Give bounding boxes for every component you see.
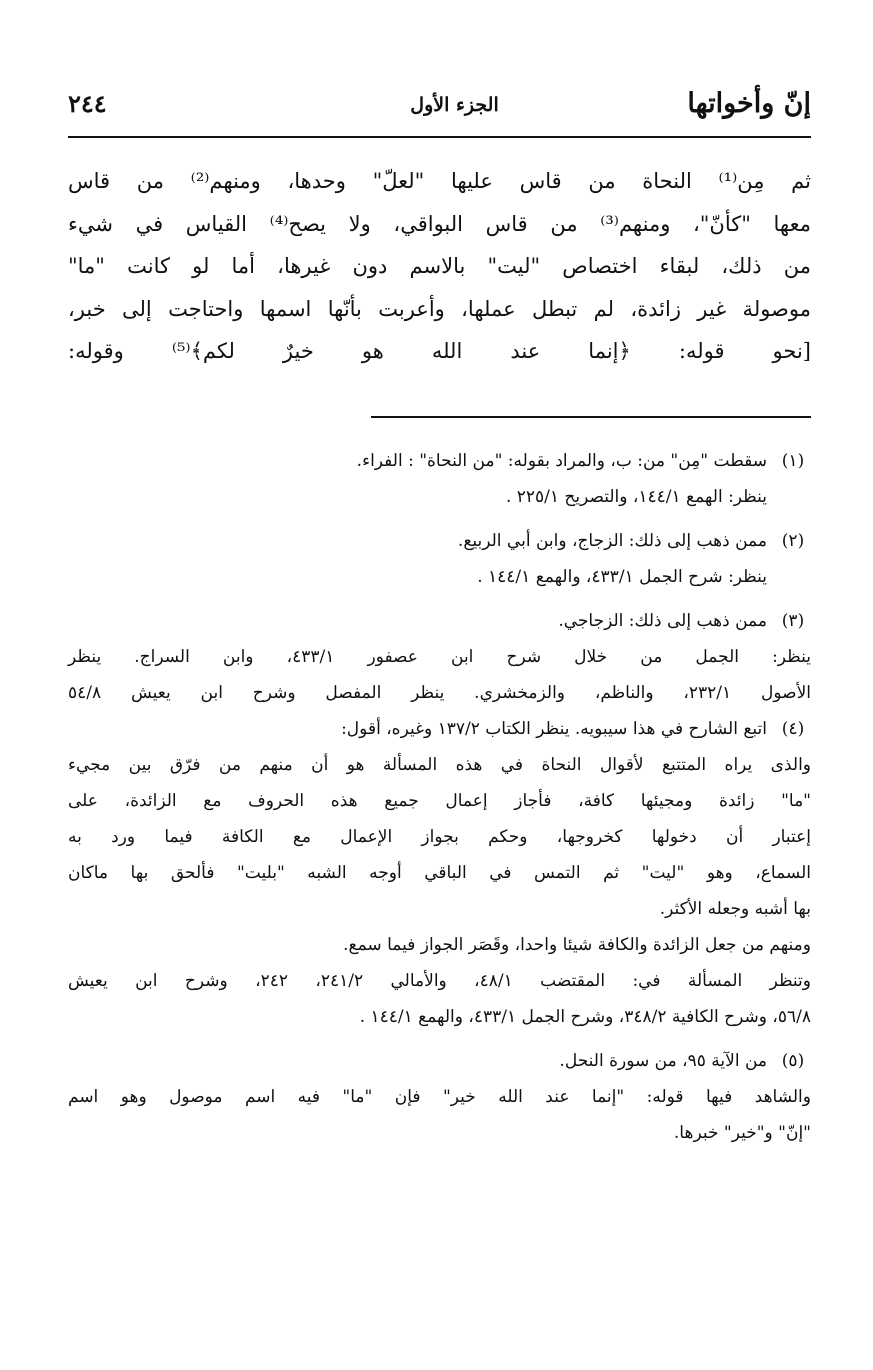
footnote-line: ممن ذهب إلى ذلك: الزجاج، وابن أبي الربيع.: [457, 531, 767, 551]
footnote-line: ينظر: شرح الجمل ٤٣٣/١، والهمع ١٤٤/١ .: [477, 567, 767, 587]
footnote-3: [68, 603, 811, 711]
part-title: الجزء الأول: [410, 94, 499, 116]
running-head: إنّ وأخواتها: [687, 88, 811, 119]
main-line: موصولة غير زائدة، لم تبطل عملها، وأعربت بأنّها اسمها واحتاجت إلى خبر،: [68, 296, 811, 321]
footnote-line: من الآية ٩٥، من سورة النحل.: [559, 1051, 767, 1071]
footnote-line: السماع، وهو "ليت" ثم التمس في الباقي أوجه الشبه "بليت" فألحق بها ماكان: [68, 863, 811, 883]
main-text: [68, 160, 811, 373]
footnote-line: والشاهد فيها قوله: "إنما عند الله خير" فإن "ما" فيه اسم موصول وهو اسم: [68, 1087, 811, 1107]
main-line: من ذلك، لبقاء اختصاص "ليت" بالاسم دون غيرها، أما لو كانت "ما": [68, 254, 811, 278]
footnote-number: (١): [781, 451, 805, 471]
footnote-gap: [68, 1035, 811, 1043]
footnote-line: سقطت "مِن" من: ب، والمراد بقوله: "من النحاة" : الفراء.: [356, 451, 767, 471]
page-number: ٢٤٤: [68, 89, 107, 118]
footnote-line: ومنهم من جعل الزائدة والكافة شيئا واحدا، وقَصَر الجواز فيما سمع.: [343, 935, 811, 955]
footnote-gap: [68, 515, 811, 523]
footnote-line: ممن ذهب إلى ذلك: الزجاجي.: [558, 611, 767, 631]
page-header: [68, 86, 811, 122]
footnote-gap: [68, 595, 811, 603]
footnote-1: [68, 443, 811, 515]
footnote-line: وتنظر المسألة في: المقتضب ٤٨/١، والأمالي ٢٤١/٢، ٢٤٢، وشرح ابن يعيش: [68, 971, 812, 991]
footnote-line: ٥٦/٨، وشرح الكافية ٣٤٨/٢، وشرح الجمل ٤٣٣/١، والهمع ١٤٤/١ .: [359, 1007, 811, 1027]
footnote-line: "ما" زائدة ومجيئها كافة، فأجاز إعمال جميع هذه الحروف مع الزائدة، على: [68, 791, 811, 811]
main-line: ثم مِن⁽¹⁾ النحاة من قاس عليها "لعلّ" وحدها، ومنهم⁽²⁾ من قاس: [68, 169, 811, 193]
footnote-line: "إنّ" و"خير" خبرها.: [673, 1123, 811, 1143]
footnote-number: (٣): [781, 611, 805, 631]
footnote-line: الأصول ٢٣٢/١، والناظم، والزمخشري. ينظر المفصل وشرح ابن يعيش ٥٤/٨: [68, 683, 811, 703]
footnote-line: إعتبار أن دخولها كخروجها، وحكم بجواز الإعمال مع الكافة فيما ورد به: [68, 827, 811, 847]
main-line: معها "كأنّ"، ومنهم⁽³⁾ من قاس البواقي، ولا يصح⁽⁴⁾ القياس في شيء: [68, 211, 811, 236]
footnote-2: [68, 523, 811, 595]
footnote-line: بها أشبه وجعله الأكثر.: [659, 899, 811, 919]
header-rule: [68, 136, 811, 138]
footnotes: [68, 443, 811, 1151]
footnote-line: والذى يراه المتتبع لأقوال النحاة في هذه المسألة هو أن منهم من فرّق بين مجيء: [68, 755, 811, 775]
footnote-4: [68, 711, 811, 1035]
footnote-line: ينظر: الجمل من خلال شرح ابن عصفور ٤٣٣/١، وابن السراج. ينظر: [68, 647, 811, 667]
main-line-ayah: [نحو قوله: ﴿إنما عند الله هو خيرٌ لكم﴾⁽⁵⁾ وقوله:: [68, 339, 811, 363]
footnote-line: اتبع الشارح في هذا سيبويه. ينظر الكتاب ١٣٧/٢ وغيره، أقول:: [341, 719, 767, 739]
footnote-5: [68, 1043, 811, 1151]
footnote-number: (٥): [781, 1051, 805, 1071]
footnote-number: (٤): [781, 719, 805, 739]
footnote-line: ينظر: الهمع ١٤٤/١، والتصريح ٢٢٥/١ .: [505, 487, 767, 507]
footnote-separator: [371, 416, 811, 418]
footnote-number: (٢): [781, 531, 805, 551]
